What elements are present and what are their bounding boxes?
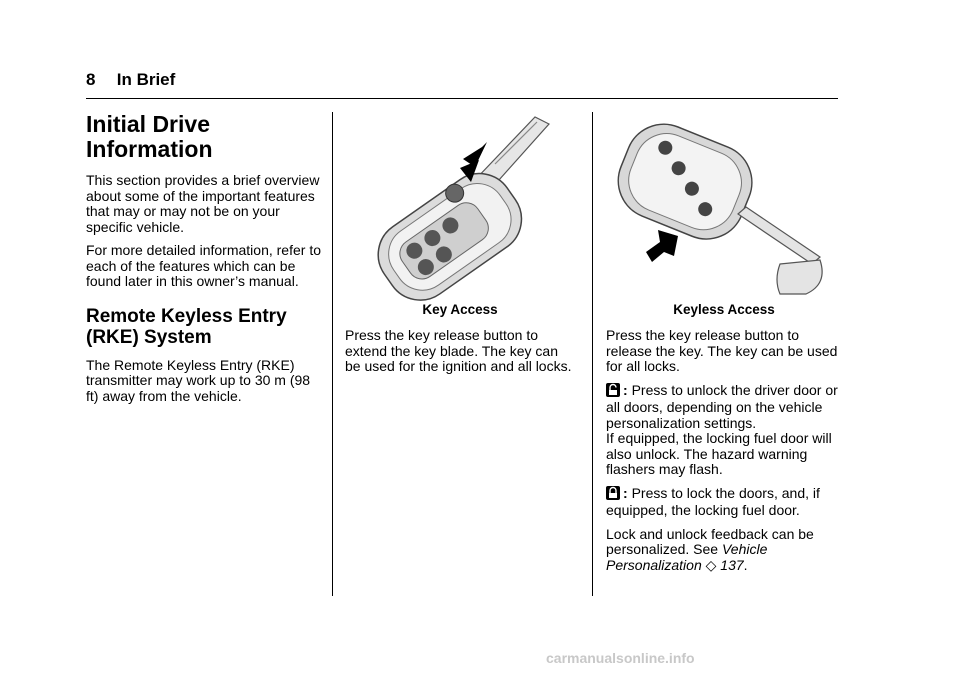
watermark: carmanualsonline.info — [546, 650, 695, 666]
cross-reference-page[interactable]: 137 — [720, 556, 744, 573]
page-header — [86, 70, 175, 90]
fob-body — [364, 159, 534, 302]
lock-description: Press to lock the doors, and, if equipped, the locking fuel door. — [606, 484, 820, 518]
feedback-paragraph: Lock and unlock feedback can be personalized. See Vehicle Personalization ◇ 137. — [606, 525, 814, 573]
page-number: 8 — [86, 70, 96, 89]
rke-heading: Remote Keyless Entry (RKE) System — [86, 305, 287, 348]
unlock-paragraph: : Press to unlock the driver door or all doors, depending on the vehicle personalization settings. — [606, 381, 838, 431]
lock-icon — [606, 486, 620, 504]
smart-key-illustration — [606, 112, 842, 302]
intro-paragraph: This section provides a brief overview about some of the important features that may or may not be on your specific vehicle. — [86, 172, 320, 235]
cross-reference-link[interactable]: Vehicle Personalization — [606, 541, 768, 573]
header-rule — [86, 98, 838, 99]
lock-paragraph: : Press to lock the doors, and, if equipped, the locking fuel door. — [606, 484, 820, 518]
unlock-icon — [606, 383, 620, 401]
page-title: Initial Drive Information — [86, 111, 213, 162]
key-access-figure — [345, 112, 575, 302]
smart-fob — [607, 113, 763, 251]
key-access-paragraph: Press the key release button to extend the key blade. The key can be used for the ignition and all locks. — [345, 327, 572, 374]
section-title: In Brief — [116, 70, 176, 89]
emergency-key — [738, 207, 822, 294]
column-divider-1 — [332, 112, 333, 596]
unlock-description: Press to unlock the driver door or all doors, depending on the vehicle personalization settings. — [606, 381, 838, 431]
keyless-access-paragraph: Press the key release button to release the key. The key can be used for all locks. — [606, 327, 838, 374]
figure-caption-key-access: Key Access — [422, 302, 498, 317]
flip-key-illustration — [345, 112, 575, 302]
column-2 — [345, 112, 575, 383]
release-arrow — [646, 230, 678, 262]
page-ref-symbol: ◇ — [705, 556, 717, 573]
column-3 — [606, 112, 842, 581]
unlock-paragraph-2: If equipped, the locking fuel door will also unlock. The hazard warning flashers may flash. — [606, 430, 832, 477]
column-1 — [86, 112, 322, 412]
keyless-access-figure — [606, 112, 842, 302]
rke-paragraph: The Remote Keyless Entry (RKE) transmitter may work up to 30 m (98 ft) away from the vehicle. — [86, 356, 311, 404]
figure-caption-keyless-access: Keyless Access — [673, 302, 775, 317]
column-divider-2 — [592, 112, 593, 596]
more-info-paragraph: For more detailed information, refer to each of the features which can be found later in this owner’s manual. — [86, 242, 321, 289]
